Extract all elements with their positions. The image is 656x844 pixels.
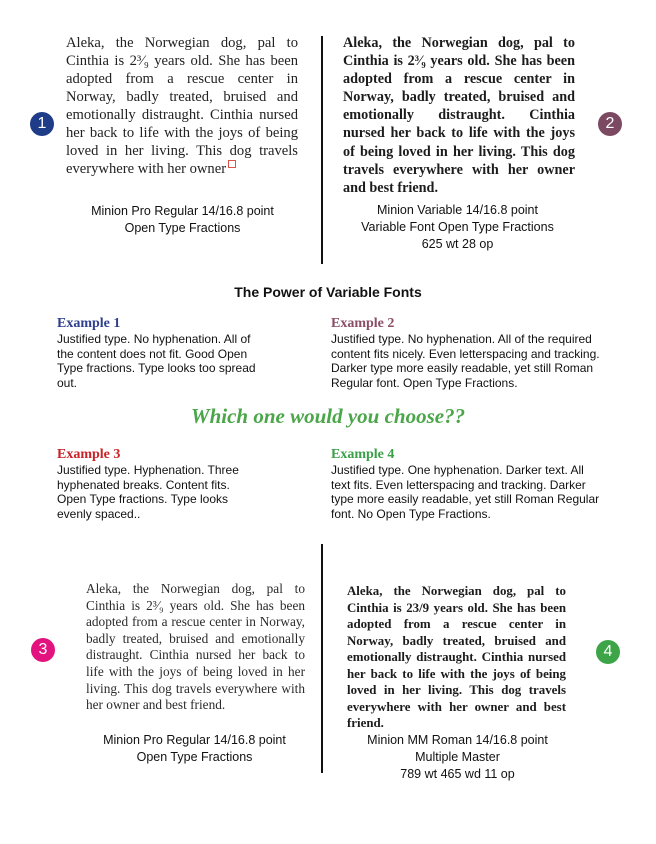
- example-1: [57, 316, 257, 390]
- sample-1-caption-line1: Minion Pro Regular 14/16.8 point: [91, 204, 274, 218]
- example-3-heading: Example 3: [57, 447, 121, 462]
- badge-2: 2: [598, 112, 622, 136]
- top-divider: [321, 36, 323, 264]
- sample-3-caption: [72, 732, 317, 766]
- example-2-heading: Example 2: [331, 316, 395, 331]
- sample-2-caption-line1: Minion Variable 14/16.8 point: [377, 203, 538, 217]
- sample-2-caption-line3: 625 wt 28 op: [421, 237, 494, 251]
- sample-3-text: Aleka, the Norwegian dog, pal to Cinthia is 2³⁄₉ years old. She has been adopted from a rescue center in Norway, badly treated, bruised and emotionally distraught. Cinthia nursed her back to life with the joys of being loved in her living. This dog travels everywhere with her owner and best friend.: [86, 581, 305, 713]
- sample-1-paragraph: [66, 34, 298, 178]
- sample-2-text: Aleka, the Norwegian dog, pal to Cinthia is 2³⁄₉ years old. She has been adopted from a rescue center in Norway, badly treated, bruised and emotionally distraught. Cinthia nursed her back to life with the joys of being loved in her living. This dog travels everywhere with her owner and best friend.: [343, 35, 575, 196]
- badge-3: 3: [31, 638, 55, 662]
- sample-4-caption-line2: Multiple Master: [415, 750, 500, 764]
- example-4: [331, 447, 606, 521]
- badge-4: 4: [596, 640, 620, 664]
- sample-2-paragraph: [343, 34, 575, 197]
- sample-3-caption-line2: Open Type Fractions: [136, 750, 253, 764]
- example-2: [331, 316, 606, 390]
- sample-4-paragraph: [347, 583, 566, 732]
- sample-4-caption-line1: Minion MM Roman 14/16.8 point: [367, 733, 548, 747]
- sample-1-caption-line2: Open Type Fractions: [124, 221, 241, 235]
- sample-4-caption-line3: 789 wt 465 wd 11 op: [400, 767, 515, 781]
- example-4-body: Justified type. One hyphenation. Darker text. All text fits. Even letterspacing and tracking. Darker type more easily readable, yet still Roman Regular font. No Open Type Fractions.: [331, 463, 600, 521]
- sample-4-caption: [335, 732, 580, 783]
- sample-3-caption-line1: Minion Pro Regular 14/16.8 point: [103, 733, 286, 747]
- example-3-body: Justified type. Hyphenation. Three hyphenated breaks. Content fits. Open Type fractions. Type looks evenly spaced..: [57, 463, 239, 521]
- question-heading: Which one would you choose??: [190, 404, 466, 428]
- example-4-heading: Example 4: [331, 447, 395, 462]
- sample-1-text: Aleka, the Norwegian dog, pal to Cinthia is 2³⁄₉ years old. She has been adopted from a rescue center in Norway, badly treated, bruised and emotionally distraught. Cinthia nursed her back to life with the joys of being loved in her living. This dog travels everywhere with her owner: [66, 35, 298, 177]
- example-1-heading: Example 1: [57, 316, 121, 331]
- example-3: [57, 447, 257, 521]
- badge-1: 1: [30, 112, 54, 136]
- example-2-body: Justified type. No hyphenation. All of the required content fits nicely. Even letterspacing and tracking. Darker type more easily readable, yet still Roman Regular font. Open Type Fractions.: [331, 332, 600, 390]
- overset-text-icon: [228, 160, 236, 168]
- example-1-body: Justified type. No hyphenation. All of the content does not fit. Good Open Type fractions. Type looks too spread out.: [57, 332, 256, 390]
- sample-4-text: Aleka, the Norwegian dog, pal to Cinthia is 23/9 years old. She has been adopted from a rescue center in Norway, badly treated, bruised and emotionally distraught. Cinthia nursed her back to life with the joys of being loved in her living. This dog travels everywhere with her owner and best friend.: [347, 584, 566, 730]
- sample-1-caption: [60, 203, 305, 237]
- sample-2-caption-line2: Variable Font Open Type Fractions: [361, 220, 554, 234]
- sample-3-paragraph: [86, 581, 305, 714]
- bottom-divider: [321, 544, 323, 773]
- page-title: The Power of Variable Fonts: [234, 284, 422, 300]
- sample-2-caption: [335, 202, 580, 253]
